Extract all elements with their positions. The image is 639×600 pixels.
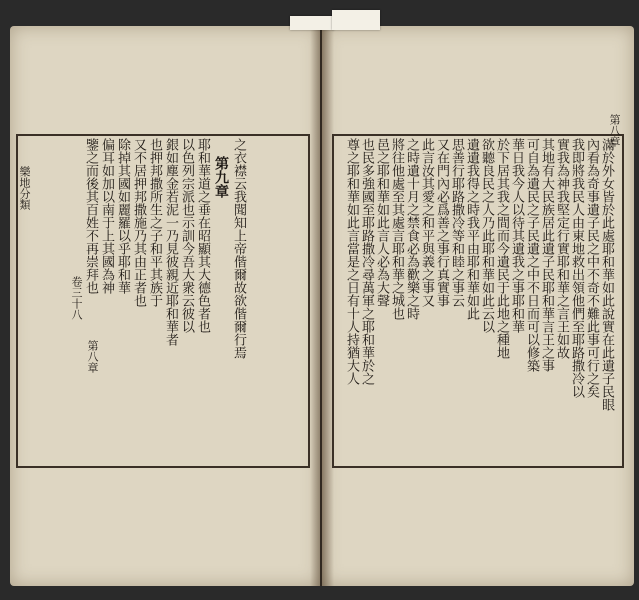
text-column: 可自為遺民之子民遺之中不日而可以修築 [524, 138, 539, 372]
open-book [10, 26, 634, 586]
text-column: 尊之耶和華如此言當是之日有十人持猶大人 [344, 138, 359, 385]
paper-tab [332, 10, 380, 30]
chapter-heading: 第九章 [213, 156, 229, 198]
text-column: 鑒之而後其百姓不再崇拜也 [83, 138, 98, 294]
text-column: 內看為奇事遺子民之中不奇不難此事可行之矣 [584, 138, 599, 398]
text-column: 欲聽良民之人乃此耶和華如此云以 [479, 138, 494, 333]
text-column: 之衣襟云我聞知上帝偕爾故欲偕爾行焉 [231, 138, 246, 359]
text-column: 又在門內必爲善之事行真實事 [434, 138, 449, 307]
text-column: 滿於外女皆於此處耶和華如此說實在此遺子民眼 [599, 138, 614, 411]
text-column: 以色列宗派也示訓今吾大衆云彼以 [179, 138, 194, 333]
text-column: 之時遺十月之禁食必為歡樂之時 [404, 138, 419, 320]
text-column: 邑之耶和華如此言人必為大聲 [374, 138, 389, 307]
text-column: 也押邦撒所生之子和平其族于 [147, 138, 162, 307]
paper-tab [290, 16, 334, 30]
text-column: 我即將我民人由東地救出領他們至耶路撒冷以 [569, 138, 584, 398]
text-column: 將往他處至其處言耶和華之城也 [389, 138, 404, 320]
book-gutter [310, 26, 334, 586]
text-column: 此言汝其愛之和平與義之事又 [419, 138, 434, 307]
text-column: 於下居其我之間而今遺民于此地之種地 [494, 138, 509, 359]
text-column: 也民多強國至耶路撒冷尋萬軍之耶和華於之 [359, 138, 374, 385]
text-column: 遺遺我得之時我平由耶和華如此 [464, 138, 479, 320]
margin-volume: 卷三十八 [70, 276, 83, 320]
text-column: 思善行耶路撒冷等和睦之事云 [449, 138, 464, 307]
margin-chapter: 第八章 [86, 340, 99, 373]
text-column: 又不居押邦撒施乃其由正者也 [131, 138, 146, 307]
margin-title: 樂地分類 [18, 166, 31, 210]
text-column: 偏耳如加以南于上其國為神 [99, 138, 114, 294]
text-column: 華日我今人以待其遺我之事耶和華 [509, 138, 524, 333]
text-column: 耶和華道之垂在昭顯其大德色者也 [195, 138, 210, 333]
right-margin-label: 第八章 [608, 114, 621, 147]
text-column: 實我為神我堅定行實耶和華之言王如故 [554, 138, 569, 359]
text-column: 其地有大民族居此遺子民耶和華言王之事 [539, 138, 554, 372]
text-column: 銀如塵金若泥一乃見彼親近耶和華者 [163, 138, 178, 346]
text-column: 除掉其國如麗羅以乎耶和華 [115, 138, 130, 294]
